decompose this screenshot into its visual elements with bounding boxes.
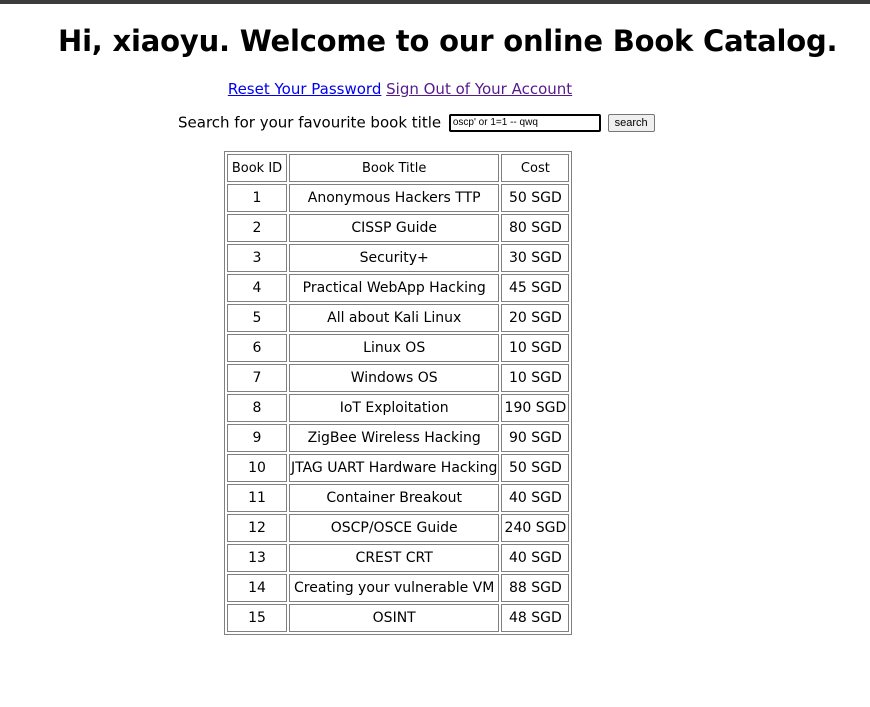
table-row — [227, 604, 569, 632]
book-title-cell: Container Breakout — [289, 484, 499, 512]
book-id-cell: 14 — [227, 574, 287, 602]
book-title-cell: Linux OS — [289, 334, 499, 362]
table-row — [227, 274, 569, 302]
book-cost-cell: 10 SGD — [501, 334, 569, 362]
book-id-cell: 5 — [227, 304, 287, 332]
book-id-cell: 13 — [227, 544, 287, 572]
table-row — [227, 244, 569, 272]
book-title-cell: Security+ — [289, 244, 499, 272]
table-header-row — [227, 154, 569, 182]
book-title-cell: All about Kali Linux — [289, 304, 499, 332]
book-id-cell: 1 — [227, 184, 287, 212]
book-id-cell: 12 — [227, 514, 287, 542]
book-cost-cell: 48 SGD — [501, 604, 569, 632]
table-row — [227, 334, 569, 362]
book-cost-cell: 20 SGD — [501, 304, 569, 332]
column-header-cost: Cost — [501, 154, 569, 182]
table-row — [227, 454, 569, 482]
table-row — [227, 214, 569, 242]
book-cost-cell: 50 SGD — [501, 184, 569, 212]
book-id-cell: 6 — [227, 334, 287, 362]
book-id-cell: 8 — [227, 394, 287, 422]
search-form — [178, 113, 655, 132]
account-links — [0, 80, 800, 98]
book-cost-cell: 90 SGD — [501, 424, 569, 452]
sign-out-link[interactable]: Sign Out of Your Account — [386, 80, 573, 98]
table-row — [227, 424, 569, 452]
table-row — [227, 304, 569, 332]
page-title: Hi, xiaoyu. Welcome to our online Book Catalog. — [58, 24, 838, 58]
book-id-cell: 15 — [227, 604, 287, 632]
book-cost-cell: 40 SGD — [501, 484, 569, 512]
table-row — [227, 514, 569, 542]
search-button[interactable]: search — [608, 114, 655, 132]
book-id-cell: 2 — [227, 214, 287, 242]
book-cost-cell: 10 SGD — [501, 364, 569, 392]
book-cost-cell: 88 SGD — [501, 574, 569, 602]
book-cost-cell: 30 SGD — [501, 244, 569, 272]
book-title-cell: OSCP/OSCE Guide — [289, 514, 499, 542]
book-cost-cell: 40 SGD — [501, 544, 569, 572]
book-id-cell: 11 — [227, 484, 287, 512]
table-row — [227, 574, 569, 602]
book-cost-cell: 50 SGD — [501, 454, 569, 482]
book-cost-cell: 45 SGD — [501, 274, 569, 302]
table-row — [227, 364, 569, 392]
table-row — [227, 484, 569, 512]
search-label: Search for your favourite book title — [178, 113, 442, 132]
book-title-cell: JTAG UART Hardware Hacking — [289, 454, 499, 482]
book-id-cell: 3 — [227, 244, 287, 272]
book-table — [224, 151, 572, 635]
table-row — [227, 184, 569, 212]
book-cost-cell: 240 SGD — [501, 514, 569, 542]
book-cost-cell: 80 SGD — [501, 214, 569, 242]
reset-password-link[interactable]: Reset Your Password — [227, 80, 382, 98]
window-top-border — [0, 0, 870, 4]
book-title-cell: Windows OS — [289, 364, 499, 392]
book-id-cell: 10 — [227, 454, 287, 482]
column-header-book-title: Book Title — [289, 154, 499, 182]
table-row — [227, 394, 569, 422]
book-id-cell: 9 — [227, 424, 287, 452]
book-title-cell: CREST CRT — [289, 544, 499, 572]
book-title-cell: IoT Exploitation — [289, 394, 499, 422]
book-id-cell: 7 — [227, 364, 287, 392]
search-input[interactable] — [449, 114, 601, 132]
book-title-cell: Creating your vulnerable VM — [289, 574, 499, 602]
column-header-book-id: Book ID — [227, 154, 287, 182]
book-title-cell: Practical WebApp Hacking — [289, 274, 499, 302]
book-title-cell: CISSP Guide — [289, 214, 499, 242]
table-row — [227, 544, 569, 572]
book-title-cell: Anonymous Hackers TTP — [289, 184, 499, 212]
book-cost-cell: 190 SGD — [501, 394, 569, 422]
book-id-cell: 4 — [227, 274, 287, 302]
book-title-cell: OSINT — [289, 604, 499, 632]
book-title-cell: ZigBee Wireless Hacking — [289, 424, 499, 452]
